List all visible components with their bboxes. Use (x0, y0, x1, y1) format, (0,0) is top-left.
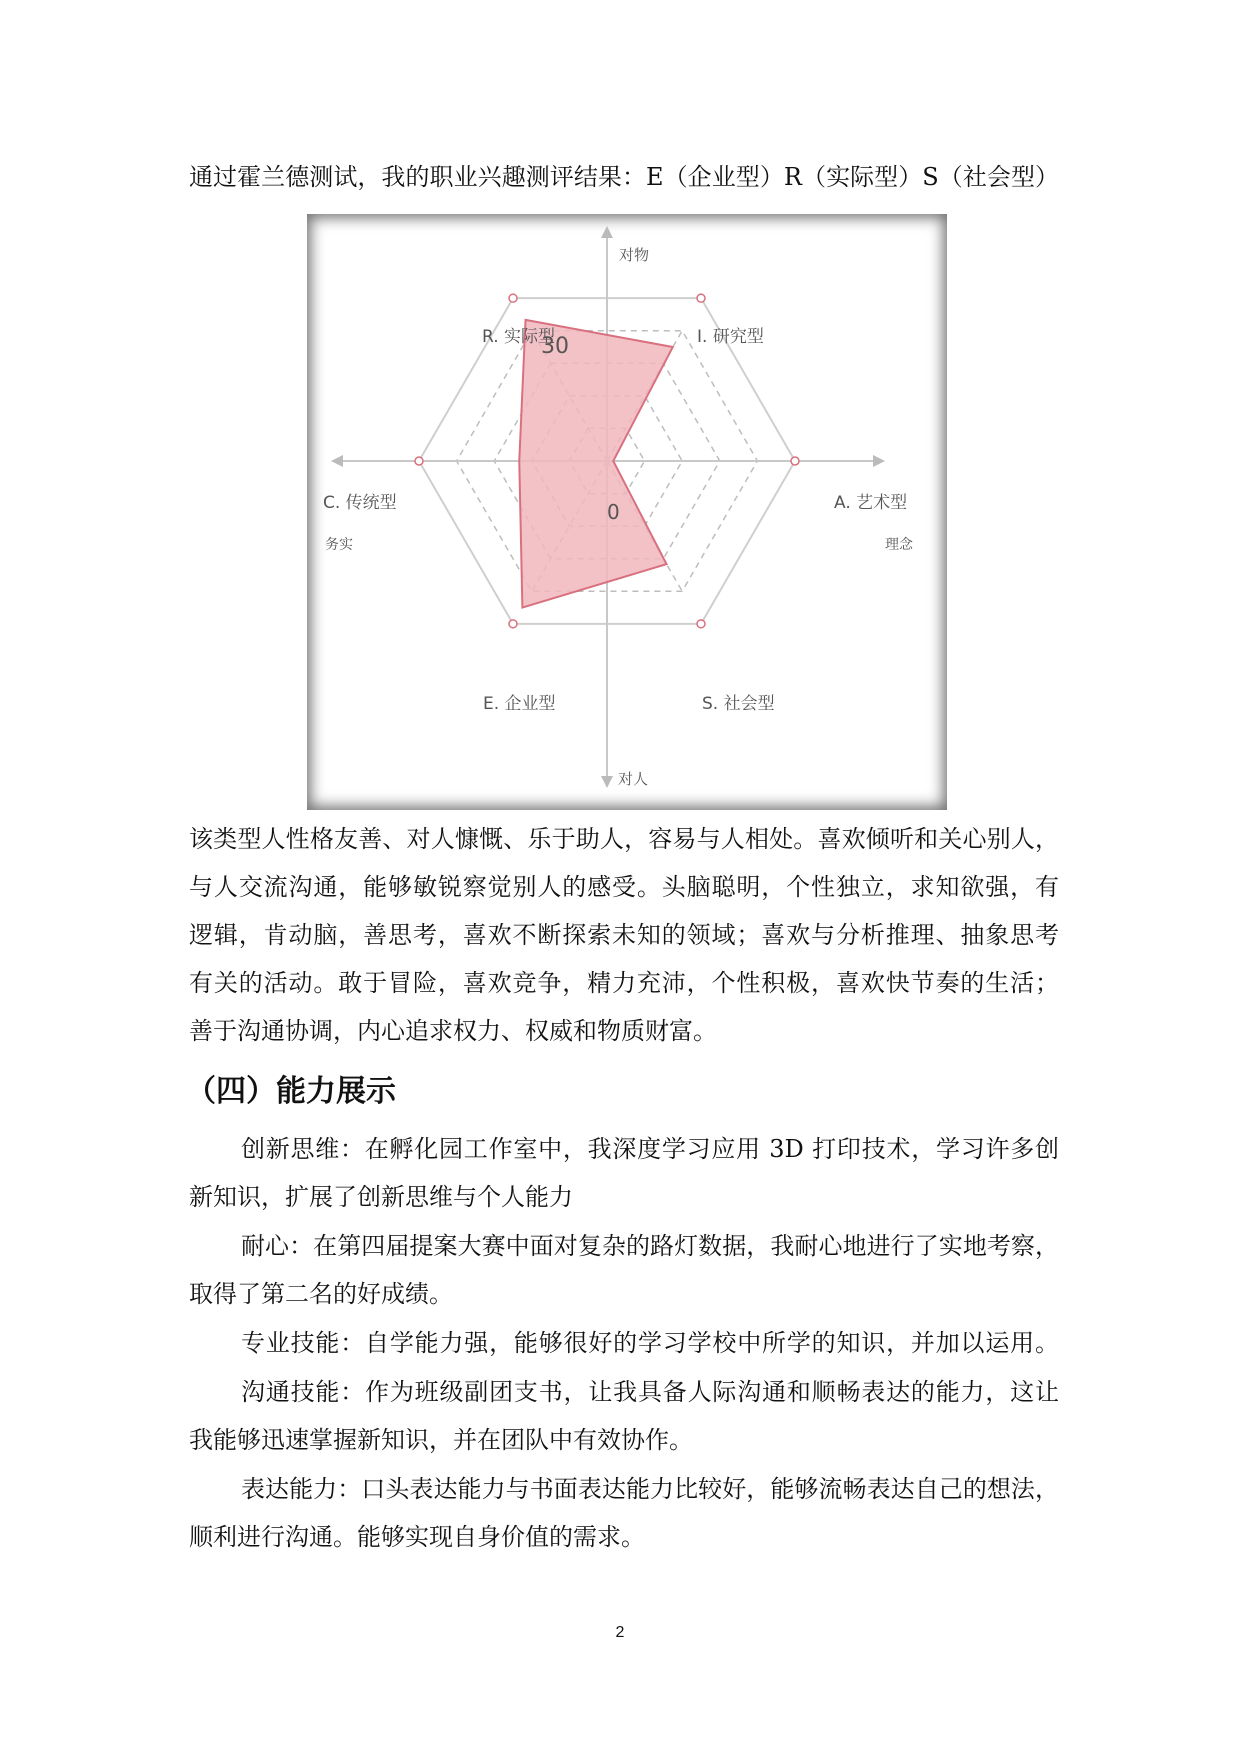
arrow-up-icon (601, 226, 613, 238)
radar-vertex-marker (415, 457, 423, 465)
description-line: 逻辑，肯动脑，善思考，喜欢不断探索未知的领域；喜欢与分析推理、抽象思考 (189, 921, 1059, 949)
description-line: 善于沟通协调，内心追求权力、权威和物质财富。 (189, 1017, 717, 1045)
tick-label-max: 30 (541, 334, 569, 359)
description-line: 该类型人性格友善、对人慷慨、乐于助人，容易与人相处。喜欢倾听和关心别人， (189, 825, 1059, 853)
description-line: 与人交流沟通，能够敏锐察觉别人的感受。头脑聪明，个性独立，求知欲强，有 (189, 873, 1059, 901)
section-heading: （四）能力展示 (186, 1074, 396, 1109)
ability-line: 耐心：在第四届提案大赛中面对复杂的路灯数据，我耐心地进行了实地考察， (241, 1232, 1059, 1260)
ability-line: 我能够迅速掌握新知识，并在团队中有效协作。 (189, 1426, 693, 1454)
ability-line: 专业技能：自学能力强，能够很好的学习学校中所学的知识，并加以运用。 (241, 1329, 1059, 1357)
axis-label-c: C. 传统型 (323, 493, 397, 513)
axis-label-e: E. 企业型 (483, 694, 556, 714)
axis-label-r: R. 实际型 (482, 327, 556, 347)
intro-line: 通过霍兰德测试，我的职业兴趣测评结果：E（企业型）R（实际型）S（社会型） (189, 163, 1059, 191)
axis-top-label: 对物 (619, 246, 650, 264)
arrow-right-icon (873, 455, 885, 467)
arrow-left-icon (331, 455, 343, 467)
axis-bottom-label: 对人 (618, 770, 649, 788)
ability-line: 取得了第二名的好成绩。 (189, 1280, 453, 1308)
radar-vertex-marker (509, 620, 517, 628)
ability-line: 创新思维：在孵化园工作室中，我深度学习应用 3D 打印技术，学习许多创 (241, 1135, 1059, 1163)
radar-data-polygon (519, 320, 673, 608)
ability-line: 顺利进行沟通。能够实现自身价值的需求。 (189, 1523, 645, 1551)
radar-vertex-marker (697, 620, 705, 628)
ability-line: 新知识，扩展了创新思维与个人能力 (189, 1183, 573, 1211)
radar-vertex-marker (509, 294, 517, 302)
axis-label-i: I. 研究型 (697, 327, 764, 347)
page-number: 2 (615, 1624, 625, 1641)
axis-right-label: 理念 (885, 537, 913, 553)
arrow-down-icon (601, 776, 613, 788)
axis-label-s: S. 社会型 (702, 694, 775, 714)
ability-line: 表达能力：口头表达能力与书面表达能力比较好，能够流畅表达自己的想法， (241, 1475, 1059, 1503)
holland-radar-chart (307, 214, 947, 810)
radar-svg (307, 214, 947, 810)
description-line: 有关的活动。敢于冒险，喜欢竞争，精力充沛，个性积极，喜欢快节奏的生活； (189, 969, 1059, 997)
radar-vertex-marker (791, 457, 799, 465)
tick-label-zero: 0 (607, 500, 620, 524)
axis-label-a: A. 艺术型 (834, 493, 908, 513)
radar-vertex-marker (697, 294, 705, 302)
ability-line: 沟通技能：作为班级副团支书，让我具备人际沟通和顺畅表达的能力，这让 (241, 1378, 1059, 1406)
axis-left-label: 务实 (325, 537, 353, 553)
